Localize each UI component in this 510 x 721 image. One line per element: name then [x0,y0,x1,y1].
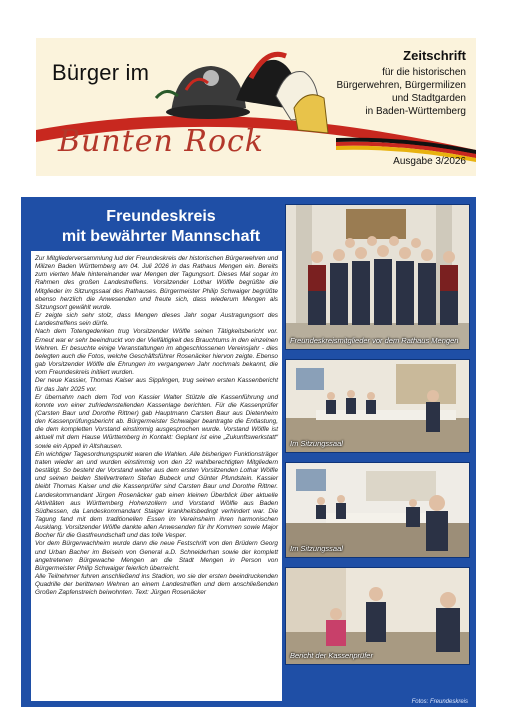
article-paragraph: Nach dem Totengedenken trug Vorsitzender Wölfle seinen Tätigkeitsbericht vor. Erneut war er sehr beeindruckt von der Vielfältigkeit des Brauchtums in den einzelnen Wehren. Er besuchte einige Veranstaltungen im abgeschlossenen Vereinsjahr - dies belegten auch die Fotos, welche Geschäftsführer Rosenäcker hiervon zeigte. Ebenso gab Vorsitzender Wölfle die Ehrungen im vergangenen Jahr nochmals bekannt, die vom Freundeskreis initiiert wurden. [35,328,278,377]
article-paragraph: Zur Mitgliederversammlung lud der Freundeskreis der historischen Bürgerwehren und Milizen Baden Württemberg am 04. Juli 2026 in das Rathaus Mengen ein. Bereits zum vierten Male hintereinander war Mengen der Tagungsort. Dieses Mal sogar im Rahmen des großen Landestreffens. Vorsitzender Lothar Wölfle begrüßte die Mitglieder im Sitzungssaal des Rathauses. Bürgermeister Philip Schwaiger begrüßte ebenso herzlich die Anwesenden und freute sich, dass wiederum Mengen als Sitzungsort gewählt wurde. [35,255,278,311]
article-paragraph: Er zeigte sich sehr stolz, dass Mengen dieses Jahr sogar Austragungsort des Landestreffens sein dürfe. [35,312,278,328]
photo-caption: Im Sitzungssaal [290,544,343,553]
article-title [41,207,281,247]
subtitle-line: Bürgerwehren, Bürgermilizen [336,80,466,91]
article-title-line: mit bewährter Mannschaft [61,228,261,245]
photo-meeting-room-1 [285,359,470,453]
article-paragraph: Vor dem Bürgerwachheim wurde dann die neue Festschrift von den Brüdern Georg und Urban Bacher im Beisein von General a.D. Schneiderhan sowie der komplett angetretenen Bürgewache Mengen an die Stadt Mengen in Person von Bürgermeister Philip Schwaiger feierlich überreicht. [35,540,278,572]
article-panel [21,197,476,707]
group-photo-image [286,205,470,350]
magazine-label: Zeitschrift [403,48,466,63]
photo-credit: Fotos: Freundeskreis [411,699,468,705]
photo-caption: Bericht der Kassenprüfer [290,651,373,660]
subtitle-line: für die historischen [382,67,466,78]
magazine-title-script: Bunten Rock [58,124,264,159]
photo-group-rathaus [285,204,470,350]
masthead [36,38,476,176]
article-paragraph: Der neue Kassier, Thomas Kaiser aus Sipplingen, trug seinen ersten Kassenbericht für das Jahr 2025 vor. [35,377,278,393]
photo-auditors-report [285,567,470,665]
magazine-title: Bürger im [52,60,150,85]
article-title-line: Freundeskreis [106,208,216,225]
issue-number: Ausgabe 3/2026 [393,156,466,167]
photo-caption: Im Sitzungssaal [290,439,343,448]
magazine-subtitle [336,48,466,118]
subtitle-line: und Stadtgarden [392,93,466,104]
photo-caption: Freundeskreismitglieder vor dem Rathaus Mengen [290,336,459,345]
article-paragraph: Ein wichtiger Tagesordnungspunkt waren die Wahlen. Alle bisherigen Funktionsträger traten wieder an und wurden einstimmig von den 22 wahlberechtigten Mitgliedern bestätigt. So besteht der Vorstand weiter aus dem ersten Vorsitzenden Lothar Wölfle und seinen beiden Stellvertretern Stefan Bubeck und Günter Pfundstein. Kassier bleibt Thomas Kaiser und die Kassenprüfer sind Carsten Baur und Dorothe Rittner. Landeskommandant Jürgen Rosenäcker gab einen kleinen Überblick über aktuelle Aktivitäten aus Württemberg Hohenzollern und Vorstand Wölfle aus Baden Südhessen, da Landeskommandant Staiger krankheitsbedingt verhindert war. Die Tagung fand mit dem traditionellen Essen im Vereinsheim ihren harmonischen Ausklang. Vorsitzender Wölfle dankte allen Anwesenden für ihr Kommen sowie Major Bocher für die Gastfreundschaft und das tolle Vesper. [35,450,278,540]
photo-meeting-room-2 [285,462,470,558]
article-paragraph: Er übernahm nach dem Tod von Kassier Walter Stützle die Kassenführung und konnte von einer zufriedenstellenden Kassenlage berichten. Für die Kassenprüfer (Carsten Baur und Dorothe Rittner) gab Hauptmann Carsten Baur aus Dietenheim den Kassenprüfungsbericht ab. Bürgermeister Schwaiger beantragte die Entlastung, die dem kompletten Vorstand einstimmig ausgesprochen wurde. Vorstand Wölfle ist aktuell mit dem Hause Württemberg in Kontakt: Geplant ist eine „Zukunftswerkstatt“ sowie ein Appell in Altshausen. [35,393,278,450]
article-paragraph: Alle Teilnehmer fuhren anschließend ins Stadion, wo sie der ersten beeindruckenden Quadrille der berittenen Wehren an einem Landestreffen und dem anschließenden Großen Zapfenstreich beiwohnten. Text: Jürgen Rosenäcker [35,573,278,597]
article-body [31,251,282,701]
subtitle-line: in Baden-Württemberg [365,106,466,117]
